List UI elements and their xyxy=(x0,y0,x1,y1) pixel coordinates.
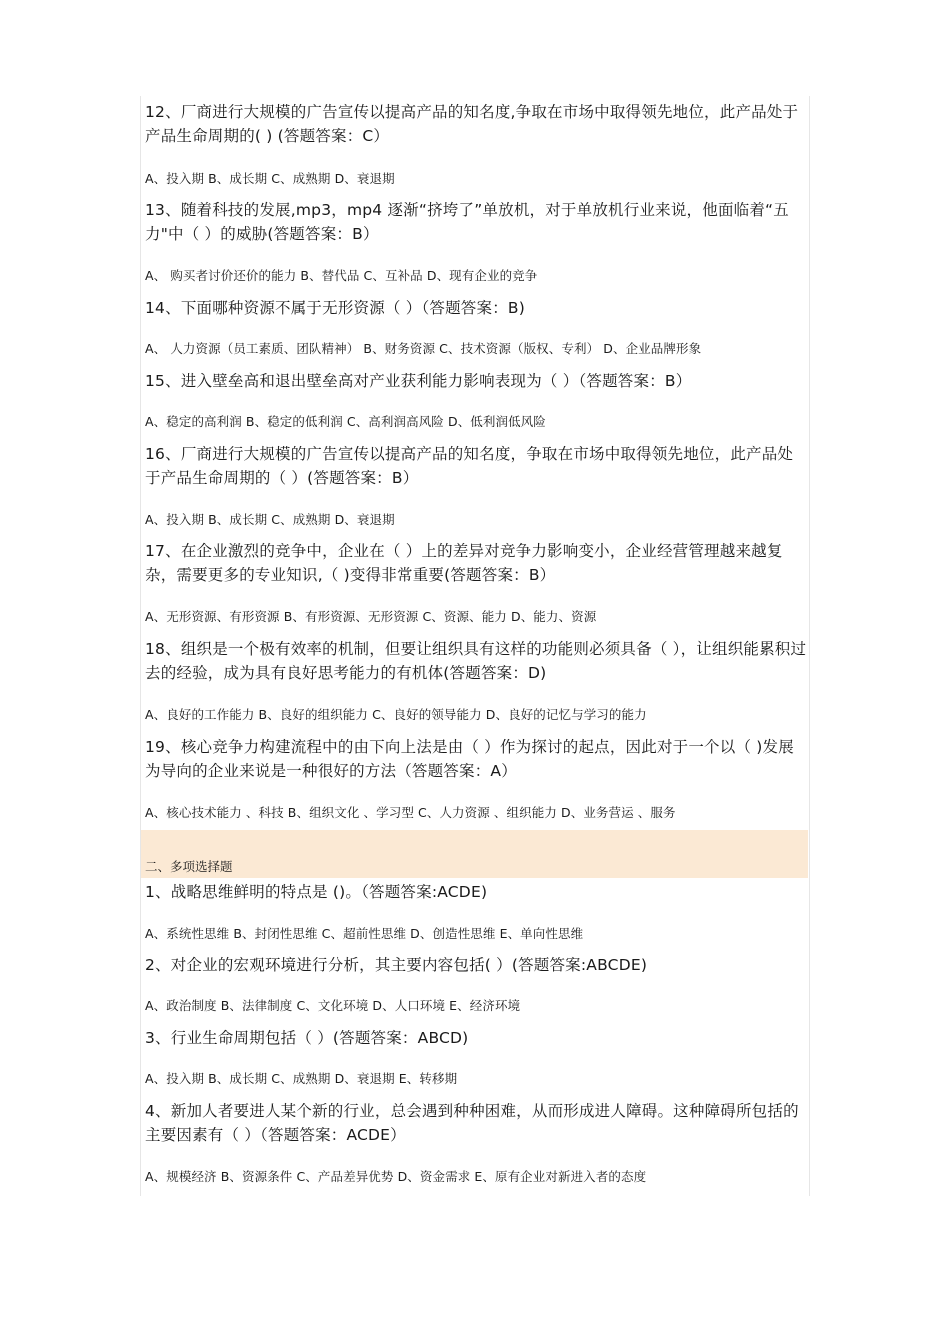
mc-options-4: A、规模经济 B、资源条件 C、产品差异优势 D、资金需求 E、原有企业对新进入者的态度 xyxy=(145,1169,647,1184)
options-15: A、稳定的高利润 B、稳定的低利润 C、高利润高风险 D、低利润低风险 xyxy=(145,414,546,429)
question-18: 18、组织是一个极有效率的机制，但要让组织具有这样的功能则必须具备（ ），让组织能累积过去的经验，成为具有良好思考能力的有机体(答题答案：D) xyxy=(145,640,807,682)
question-13: 13、随着科技的发展,mp3，mp4 逐渐“挤垮了”单放机，对于单放机行业来说，他面临着“五力"中（ ）的威胁(答题答案：B） xyxy=(145,201,789,243)
section-header-band xyxy=(141,830,808,878)
options-16: A、投入期 B、成长期 C、成熟期 D、衰退期 xyxy=(145,512,395,527)
options-18: A、良好的工作能力 B、良好的组织能力 C、良好的领导能力 D、良好的记忆与学习的能力 xyxy=(145,707,647,722)
mc-question-2: 2、对企业的宏观环境进行分析，其主要内容包括( ）(答题答案:ABCDE) xyxy=(145,956,648,974)
mc-question-3: 3、行业生命周期包括（ ）(答题答案：ABCD) xyxy=(145,1029,469,1047)
options-19: A、核心技术能力 、科技 B、组织文化 、学习型 C、人力资源 、组织能力 D、业务营运 、服务 xyxy=(145,805,676,820)
mc-options-3: A、投入期 B、成长期 C、成熟期 D、衰退期 E、转移期 xyxy=(145,1071,458,1086)
question-15: 15、进入壁垒高和退出壁垒高对产业获利能力影响表现为（ ）（答题答案：B） xyxy=(145,372,692,390)
mc-options-2: A、政治制度 B、法律制度 C、文化环境 D、人口环境 E、经济环境 xyxy=(145,998,521,1013)
question-12: 12、厂商进行大规模的广告宣传以提高产品的知名度,争取在市场中取得领先地位，此产品处于产品生命周期的( ) (答题答案：C） xyxy=(145,103,799,145)
section-title: 二、多项选择题 xyxy=(145,859,233,874)
mc-question-4: 4、新加人者要进人某个新的行业，总会遇到种种困难，从而形成进人障碍。这种障碍所包括的主要因素有（ ）（答题答案：ACDE） xyxy=(145,1102,799,1144)
question-19: 19、核心竞争力构建流程中的由下向上法是由（ ）作为探讨的起点，因此对于一个以（ )发展为导向的企业来说是一种很好的方法（答题答案：A） xyxy=(145,738,794,780)
mc-question-1: 1、战略思维鲜明的特点是 ()。（答题答案:ACDE) xyxy=(145,883,488,901)
options-13: A、 购买者讨价还价的能力 B、替代品 C、互补品 D、现有企业的竞争 xyxy=(145,268,538,283)
mc-options-1: A、系统性思维 B、封闭性思维 C、超前性思维 D、创造性思维 E、单向性思维 xyxy=(145,926,584,941)
question-14: 14、下面哪种资源不属于无形资源（ ）（答题答案：B) xyxy=(145,299,525,317)
options-12: A、投入期 B、成长期 C、成熟期 D、衰退期 xyxy=(145,171,395,186)
options-17: A、无形资源、有形资源 B、有形资源、无形资源 C、资源、能力 D、能力、资源 xyxy=(145,609,597,624)
question-17: 17、在企业激烈的竞争中，企业在（ ）上的差异对竞争力影响变小，企业经营管理越来越复杂，需要更多的专业知识,（ )变得非常重要(答题答案：B） xyxy=(145,542,783,584)
options-14: A、 人力资源（员工素质、团队精神） B、财务资源 C、技术资源（版权、专利） D、企业品牌形象 xyxy=(145,341,702,356)
question-16: 16、厂商进行大规模的广告宣传以提高产品的知名度，争取在市场中取得领先地位，此产品处于产品生命周期的（ ）(答题答案：B） xyxy=(145,445,794,487)
